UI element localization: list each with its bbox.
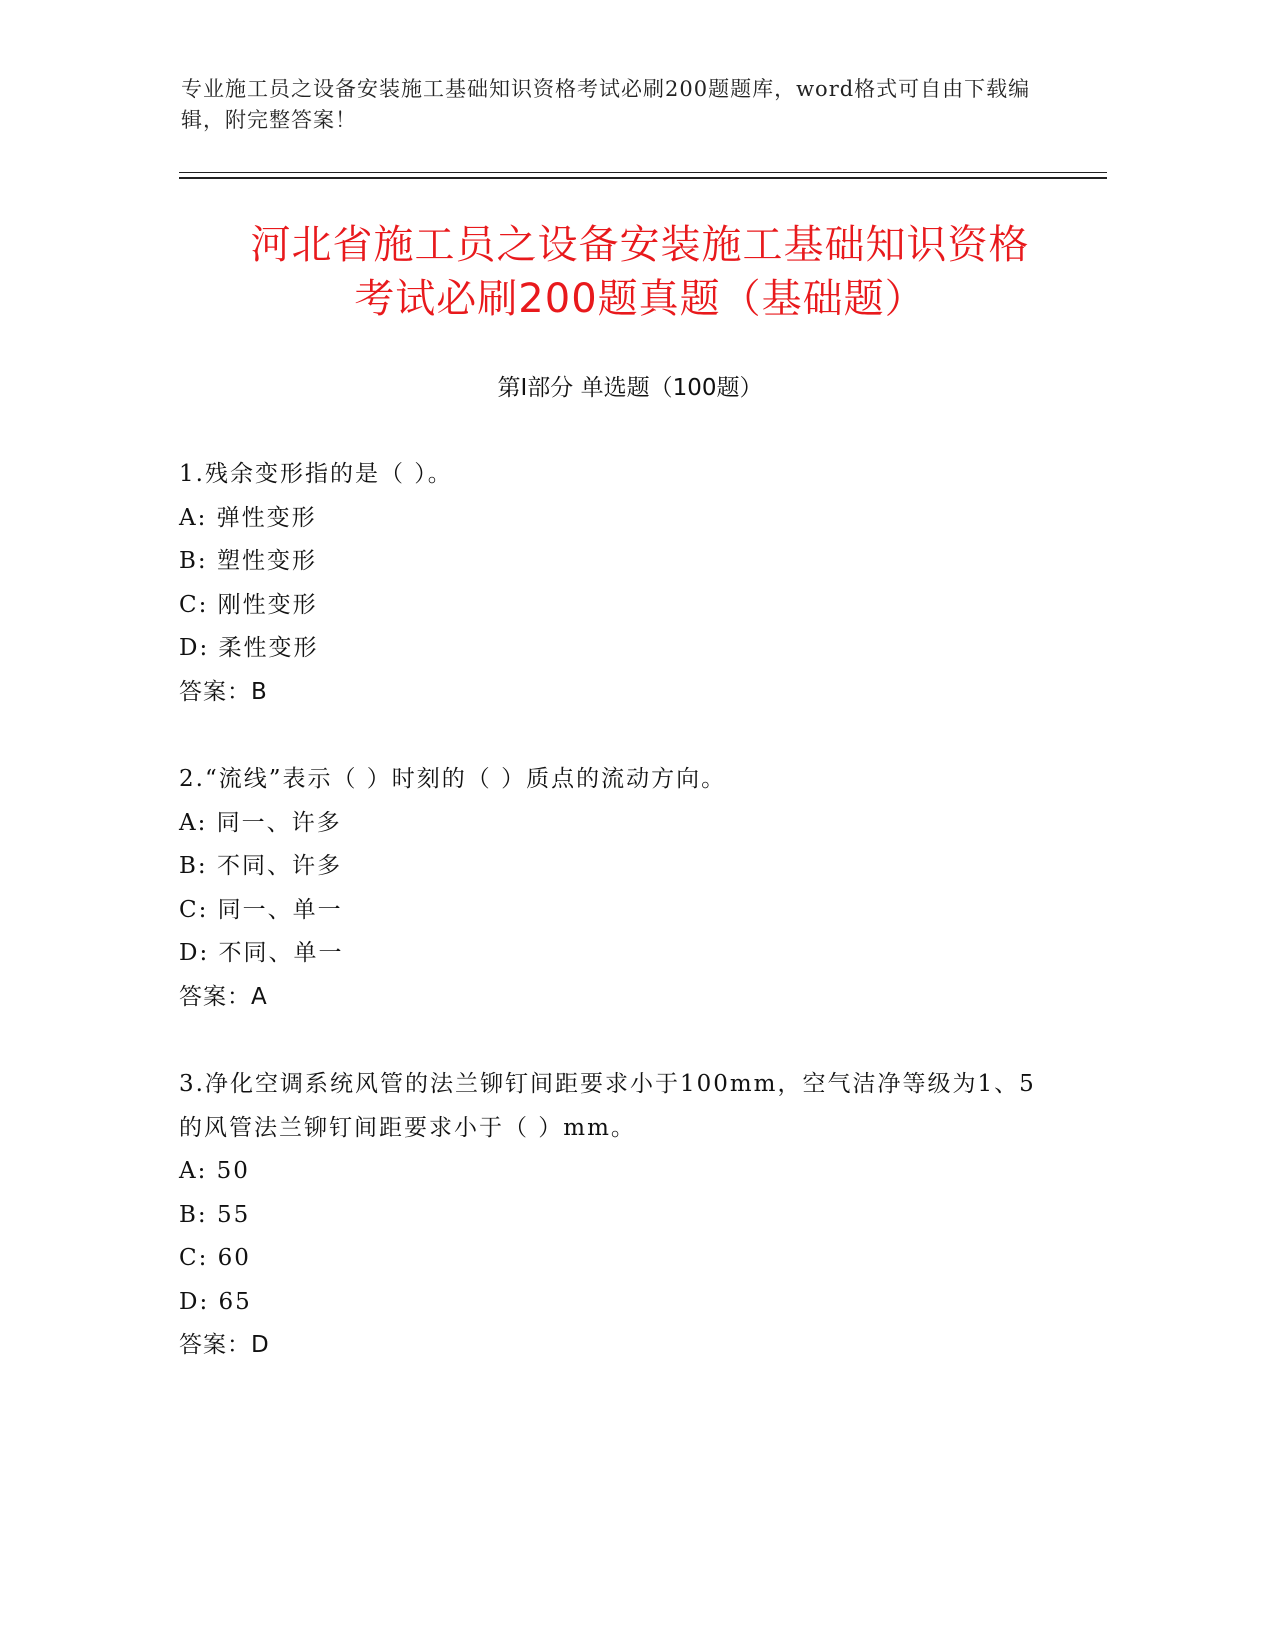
option-d: D: 柔性变形 bbox=[179, 635, 319, 661]
option-c: C: 60 bbox=[179, 1245, 251, 1271]
header-divider-thick bbox=[179, 177, 1107, 179]
section-title: 第Ⅰ部分 单选题（100题） bbox=[497, 375, 763, 401]
question-1 bbox=[179, 453, 1059, 714]
document-title-line-2: 考试必刷200题真题（基础题） bbox=[354, 276, 926, 322]
answer: 答案：A bbox=[179, 983, 268, 1010]
option-a: A: 弹性变形 bbox=[179, 504, 317, 531]
question-stem: 1.残余变形指的是（ ）。 bbox=[179, 461, 453, 487]
option-b: B: 塑性变形 bbox=[179, 548, 317, 574]
option-d: D: 65 bbox=[179, 1288, 252, 1315]
option-a: A: 同一、许多 bbox=[179, 809, 342, 836]
header-note: 专业施工员之设备安装施工基础知识资格考试必刷200题题库，word格式可自由下载编辑，附完整答案！ bbox=[181, 77, 1031, 132]
option-c: C: 刚性变形 bbox=[179, 591, 318, 618]
document-title-line-1: 河北省施工员之设备安装施工基础知识资格 bbox=[250, 222, 1030, 268]
option-b: B: 不同、许多 bbox=[179, 853, 342, 879]
header-divider-thin bbox=[179, 172, 1107, 173]
answer: 答案：B bbox=[179, 678, 268, 705]
option-b: B: 55 bbox=[179, 1201, 251, 1228]
question-stem: 2.“流线”表示（ ）时刻的（ ）质点的流动方向。 bbox=[179, 766, 727, 792]
question-stem: 3.净化空调系统风管的法兰铆钉间距要求小于100mm，空气洁净等级为1、5的风管法兰铆钉间距要求小于（ ）mm。 bbox=[179, 1071, 1036, 1141]
option-a: A: 50 bbox=[179, 1158, 250, 1184]
question-2 bbox=[179, 758, 1059, 1019]
answer: 答案：D bbox=[179, 1332, 270, 1358]
option-d: D: 不同、单一 bbox=[179, 940, 344, 966]
document-title bbox=[140, 218, 1140, 326]
option-c: C: 同一、单一 bbox=[179, 896, 343, 923]
question-3 bbox=[179, 1063, 1059, 1368]
